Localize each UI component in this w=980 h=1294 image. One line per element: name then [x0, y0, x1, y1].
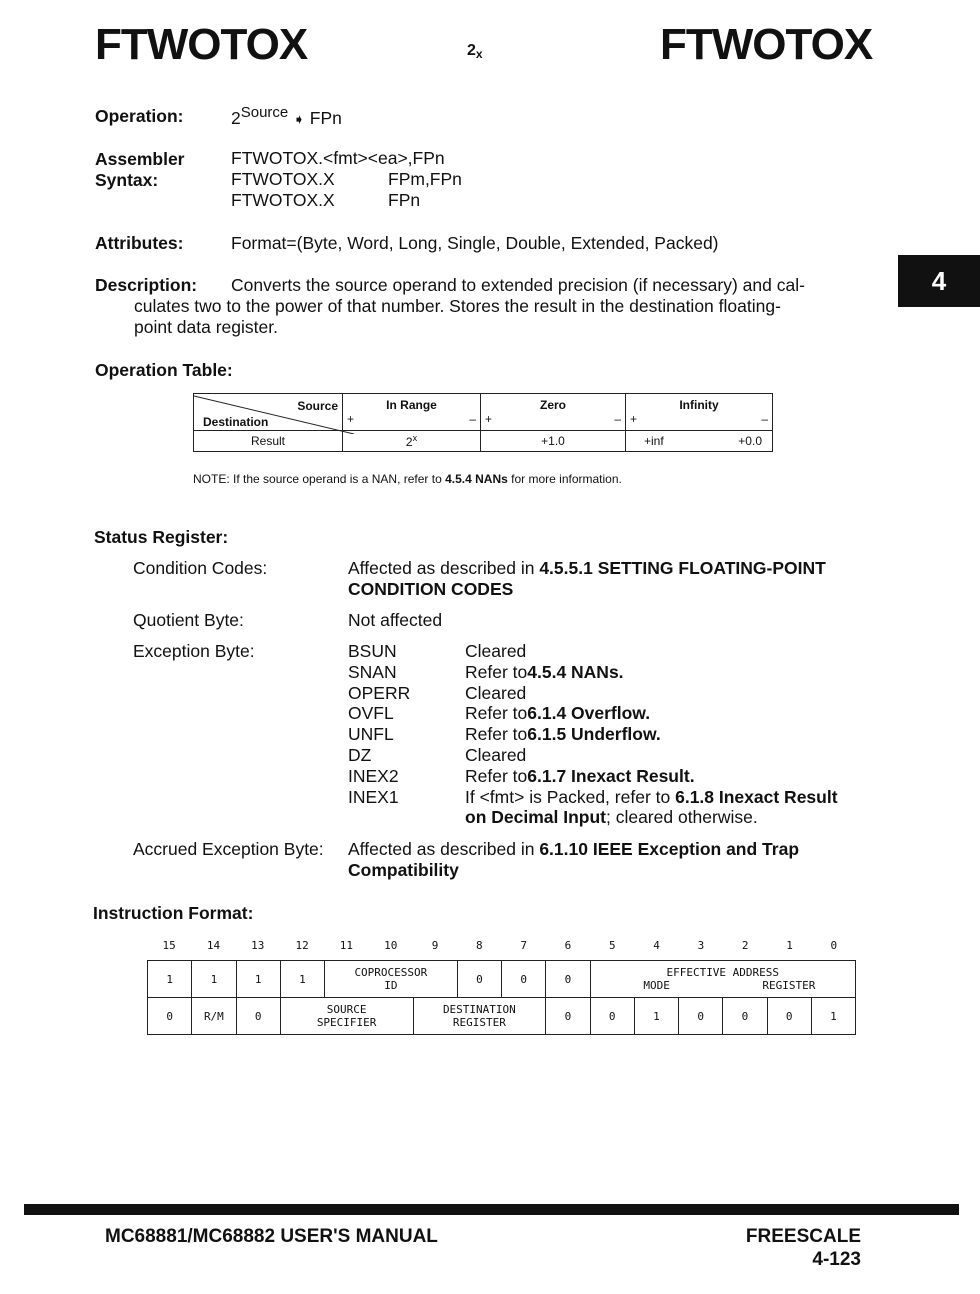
exception-byte-label: Exception Byte: [133, 641, 255, 661]
exception-row: BSUN Cleared [348, 641, 527, 661]
operation-text: $2^{Source}$ ➧ FPn [231, 104, 342, 128]
exception-row: DZ Cleared [348, 744, 527, 765]
attributes-label: Attributes: [95, 233, 184, 253]
operation-table-heading: Operation Table: [95, 360, 233, 380]
result-row-label: Result [194, 431, 343, 452]
assembler-label: Assembler [95, 149, 185, 169]
attributes-text: Format=(Byte, Word, Long, Single, Double, Extended, Packed) [231, 233, 719, 253]
syntax-line-3-operands: FPn [388, 190, 421, 210]
accrued-exception-label: Accrued Exception Byte: [133, 839, 324, 859]
arrow-icon: ➧ [293, 110, 305, 127]
exception-row-inex1: INEX1 If <fmt> is Packed, refer to 6.1.8 Inexact Result on Decimal Input; cleared otherwise. [348, 786, 838, 828]
destination-register-field: DESTINATION REGISTER [413, 998, 546, 1035]
syntax-label: Syntax: [95, 170, 159, 190]
operation-label: Operation: [95, 106, 184, 126]
exception-row: OPERR Cleared [348, 682, 527, 703]
description-line-2: culates two to the power of that number. Stores the result in the destination floating- [134, 296, 781, 316]
footer-page-number: 4-123 [812, 1249, 861, 1270]
footer-publisher: FREESCALE [745, 1226, 861, 1247]
exception-list [348, 641, 858, 828]
format-word-1: 1 1 1 1 COPROCESSOR ID 0 0 0 EFFECTIVE ADDRESS MODE REGISTER [148, 961, 856, 998]
instruction-format-heading: Instruction Format: [93, 903, 254, 923]
result-in-range: 2$^x$ [343, 431, 481, 452]
bit-numbers: 15 14 13 12 11 10 9 8 7 6 5 4 3 2 1 0 [162, 939, 838, 952]
col-in-range: In Range + – [343, 394, 481, 431]
operation-table [193, 393, 773, 452]
effective-address-field: EFFECTIVE ADDRESS MODE REGISTER [590, 961, 856, 998]
col-zero: Zero + – [481, 394, 626, 431]
table-corner-cell: Source Destination [194, 394, 343, 431]
format-word-2: 0 R/M 0 SOURCE SPECIFIER DESTINATION REGISTER 0 0 1 0 0 0 1 [148, 998, 856, 1035]
page-title-left: FTWOTOX [95, 20, 308, 69]
condition-codes-text: Affected as described in 4.5.5.1 SETTING FLOATING-POINT CONDITION CODES [348, 558, 826, 599]
coprocessor-id-field: COPROCESSOR ID [325, 961, 458, 998]
syntax-line-2: FTWOTOX.X [231, 169, 335, 189]
status-register-heading: Status Register: [94, 527, 229, 547]
footer-rule [24, 1204, 959, 1215]
condition-codes-label: Condition Codes: [133, 558, 268, 578]
syntax-line-1: FTWOTOX.<fmt><ea>,FPn [231, 148, 445, 168]
header-symbol: $2_x$ [467, 42, 483, 61]
exception-row: OVFL Refer to 6.1.4 Overflow. [348, 703, 651, 724]
source-specifier-field: SOURCE SPECIFIER [280, 998, 413, 1035]
footer-manual-title: MC68881/MC68882 USER'S MANUAL [105, 1226, 438, 1247]
quotient-byte-label: Quotient Byte: [133, 610, 244, 630]
page-title-right: FTWOTOX [660, 20, 873, 69]
instruction-format-table [147, 960, 856, 1035]
quotient-byte-text: Not affected [348, 610, 443, 630]
description-label: Description: [95, 275, 198, 295]
syntax-line-2-operands: FPm,FPn [388, 169, 462, 189]
result-infinity: +inf +0.0 [626, 431, 773, 452]
chapter-tab: 4 [898, 255, 980, 307]
exception-row: INEX2 Refer to 6.1.7 Inexact Result. [348, 765, 695, 786]
accrued-exception-text: Affected as described in 6.1.10 IEEE Exception and Trap Compatibility [348, 839, 800, 880]
description-line-3: point data register. [134, 317, 278, 337]
description-line-1: Converts the source operand to extended precision (if necessary) and cal- [231, 275, 805, 295]
col-infinity: Infinity + – [626, 394, 773, 431]
exception-row: UNFL Refer to 6.1.5 Underflow. [348, 724, 661, 745]
syntax-line-3: FTWOTOX.X [231, 190, 335, 210]
table-note: NOTE: If the source operand is a NAN, refer to 4.5.4 NANs for more information. [193, 472, 622, 486]
result-zero: +1.0 [481, 431, 626, 452]
exception-row: SNAN Refer to 4.5.4 NANs. [348, 661, 624, 682]
